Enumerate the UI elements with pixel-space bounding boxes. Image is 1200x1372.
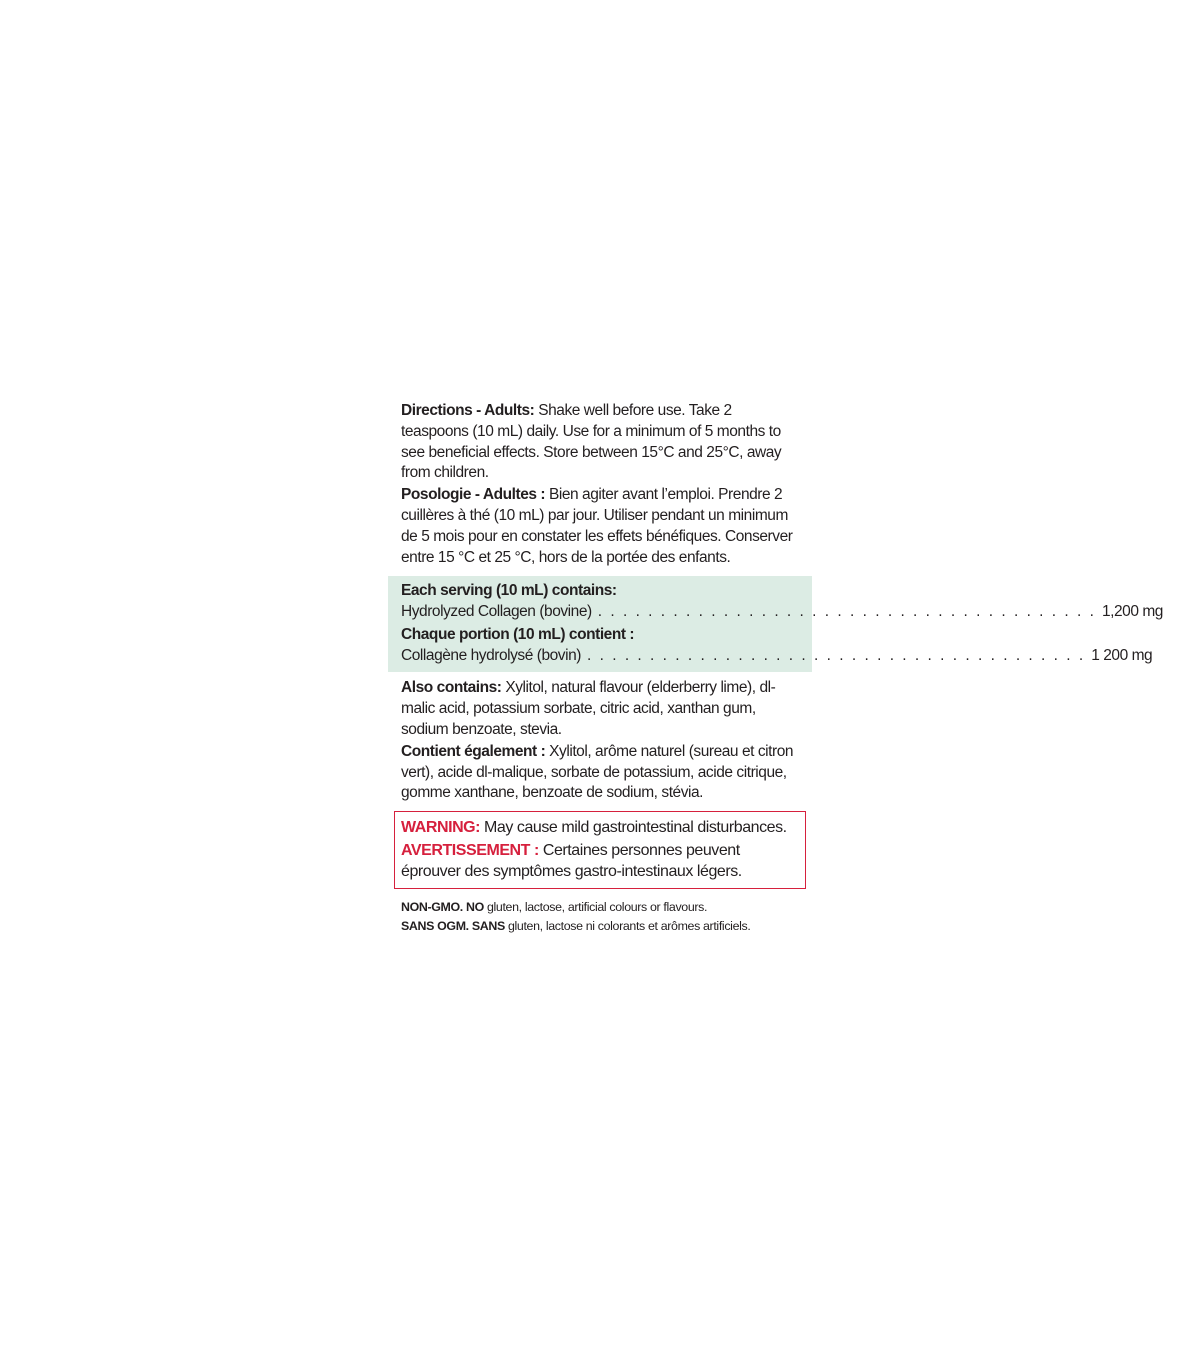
directions-heading-fr: Posologie - Adultes : xyxy=(401,486,546,504)
serving-info-box xyxy=(388,576,1163,672)
leader-dots-fr: . . . . . . . . . . . . . . . . . . . . . . . . . . . . . . . . . . . . . . . . xyxy=(586,647,1086,665)
also-contains-heading-en: Also contains: xyxy=(401,679,502,697)
directions-french xyxy=(401,485,802,568)
leader-dots-en: . . . . . . . . . . . . . . . . . . . . . . . . . . . . . . . . . . . . . . . . xyxy=(597,603,1096,621)
ingredient-amount-fr: 1 200 mg xyxy=(1091,647,1153,665)
serving-heading-fr: Chaque portion (10 mL) contient : xyxy=(401,626,635,644)
also-contains-section xyxy=(388,678,812,804)
serving-heading-en: Each serving (10 mL) contains: xyxy=(401,582,617,600)
also-contains-heading-fr: Contient également : xyxy=(401,742,546,760)
warning-english xyxy=(401,817,799,839)
warning-text-en: May cause mild gastrointestinal disturbances. xyxy=(480,819,787,837)
warning-heading-fr: AVERTISSEMENT : xyxy=(401,841,539,859)
footnote-bold-fr: SANS OGM. SANS xyxy=(401,918,505,933)
footnote-bold-en: NON-GMO. NO xyxy=(401,899,484,914)
ingredient-name-fr: Collagène hydrolysé (bovin) xyxy=(401,647,581,665)
also-contains-english xyxy=(401,678,802,740)
footnote-text-en: gluten, lactose, artificial colours or flavours. xyxy=(483,899,708,914)
product-label-panel xyxy=(388,400,1163,936)
warning-box xyxy=(394,811,806,889)
directions-heading-en: Directions - Adults: xyxy=(401,402,535,419)
warning-french xyxy=(401,840,799,883)
footnote-english xyxy=(401,898,802,917)
ingredient-name-en: Hydrolyzed Collagen (bovine) xyxy=(401,603,592,621)
ingredient-row-en xyxy=(401,601,1163,622)
ingredient-amount-en: 1,200 mg xyxy=(1101,603,1163,621)
footnote-text-fr: gluten, lactose ni colorants et arômes artificiels. xyxy=(504,918,751,933)
warning-heading-en: WARNING: xyxy=(401,819,481,837)
directions-english xyxy=(401,401,802,484)
also-contains-text-fr: Xylitol, arôme naturel (sureau et citron vert), acide dl-malique, sorbate de potassium, acide citrique, gomme xanthane, benzoate de sodium, stévia. xyxy=(401,742,794,802)
ingredient-row-fr xyxy=(401,645,1153,666)
footnote-french xyxy=(401,917,802,936)
footnotes-section xyxy=(388,898,812,936)
also-contains-text-en: Xylitol, natural flavour (elderberry lime), dl-malic acid, potassium sorbate, citric acid, xanthan gum, sodium benzoate, stevia. xyxy=(401,679,776,738)
also-contains-french xyxy=(401,742,802,804)
directions-text-en: Shake well before use. Take 2 teaspoons (10 mL) daily. Use for a minimum of 5 months to see beneficial effects. Store between 15°C and 25°C, away from children. xyxy=(401,402,782,482)
directions-section xyxy=(388,401,812,568)
directions-text-fr: Bien agiter avant l’emploi. Prendre 2 cuillères à thé (10 mL) par jour. Utiliser pendant un minimum de 5 mois pour en constater les effets bénéfiques. Conserver entre 15 °C et 25 °C, hors de la portée des enfants. xyxy=(401,486,793,566)
warning-text-fr: Certaines personnes peuvent éprouver des symptômes gastro-intestinaux légers. xyxy=(401,841,742,881)
